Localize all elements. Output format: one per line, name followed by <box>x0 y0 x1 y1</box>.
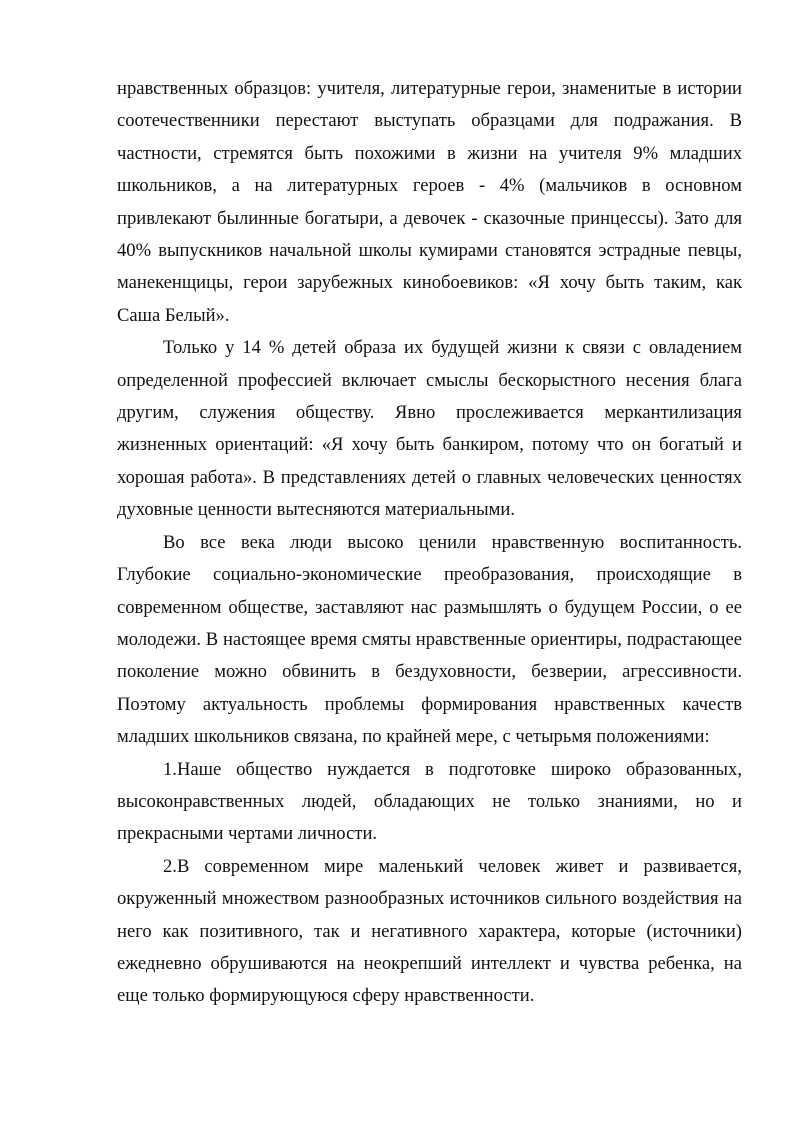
paragraph-moral-upbringing: Во все века люди высоко ценили нравственную воспитанность. Глубокие социально-экономические преобразования, происходящие в современном обществе, заставляют нас размышлять о будущем России, о ее молодежи. В настоящее время смяты нравственные ориентиры, подрастающее поколение можно обвинить в бездуховности, безверии, агрессивности. Поэтому актуальность проблемы формирования нравственных качеств младших школьников связана, по крайней мере, с четырьмя положениями: <box>117 531 742 748</box>
body-text <box>117 73 742 1013</box>
list-item-2: 2.В современном мире маленький человек живет и развивается, окруженный множеством разнообразных источников сильного воздействия на него как позитивного, так и негативного характера, которые (источники) ежедневно обрушиваются на неокрепший интеллект и чувства ребенка, на еще только формирующуюся сферу нравственности. <box>117 855 742 1007</box>
paragraph-professions: Только у 14 % детей образа их будущей жизни к связи с овладением определенной профессией включает смыслы бескорыстного несения блага другим, служения обществу. Явно прослеживается меркантилизация жизненных ориентаций: «Я хочу быть банкиром, потому что он богатый и хорошая работа». В представлениях детей о главных человеческих ценностях духовные ценности вытесняются материальными. <box>117 337 742 521</box>
paragraph-continuation: нравственных образцов: учителя, литературные герои, знаменитые в истории соотечественники перестают выступать образцами для подражания. В частности, стремятся быть похожими в жизни на учителя 9% младших школьников, а на литературных героев - 4% (мальчиков в основном привлекают былинные богатыри, а девочек - сказочные принцессы). Зато для 40% выпускников начальной школы кумирами становятся эстрадные певцы, манекенщицы, герои зарубежных кинобоевиков: «Я хочу быть таким, как Саша Белый». <box>117 78 742 326</box>
list-item-1: 1.Наше общество нуждается в подготовке широко образованных, высоконравственных людей, обладающих не только знаниями, но и прекрасными чертами личности. <box>117 758 742 845</box>
